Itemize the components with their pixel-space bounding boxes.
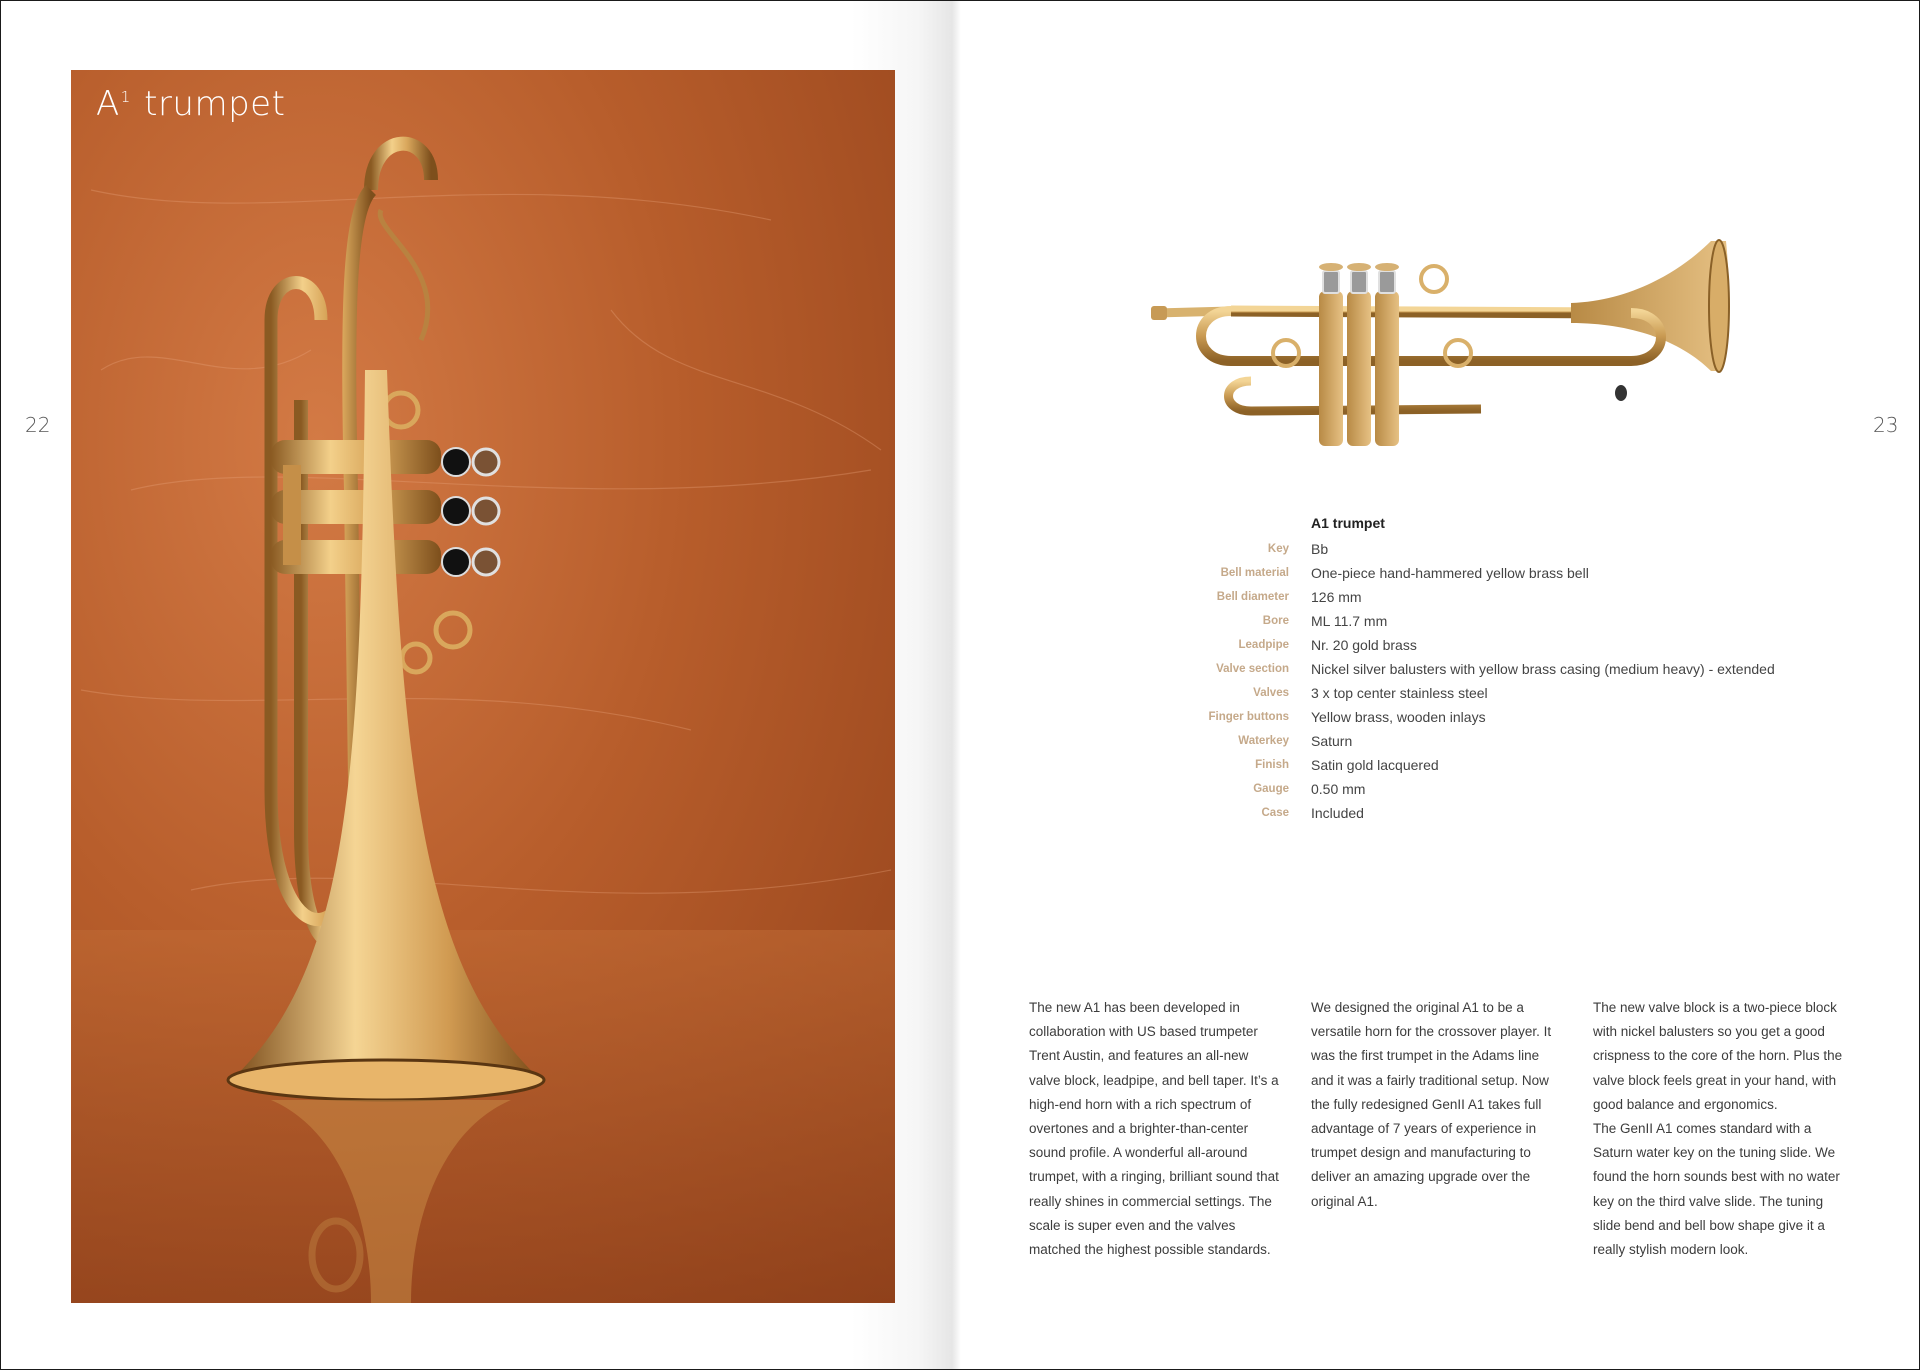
- spec-label: Key: [1267, 543, 1289, 555]
- spec-row-valves: [1181, 683, 1881, 707]
- upright-trumpet-illustration: [71, 70, 895, 1303]
- spec-value: Satin gold lacquered: [1311, 757, 1439, 773]
- spec-label: Case: [1261, 807, 1289, 819]
- page-number-left: 22: [25, 413, 51, 437]
- spec-label: Finger buttons: [1208, 711, 1289, 723]
- spec-label: Valve section: [1216, 663, 1289, 675]
- body-paragraph: The GenII A1 comes standard with a Saturn water key on the tuning slide. We found the horn sounds best with no water key on the third valve slide. The tuning slide bend and bell bow shape give it a really stylish modern look.: [1593, 1121, 1840, 1258]
- spec-value: Included: [1311, 805, 1364, 821]
- spec-value: Bb: [1311, 541, 1329, 557]
- spec-row-key: [1181, 539, 1881, 563]
- spec-value: Yellow brass, wooden inlays: [1311, 709, 1486, 725]
- spec-row-waterkey: [1181, 731, 1881, 755]
- spec-label: Bell material: [1220, 567, 1289, 579]
- spec-label: Waterkey: [1238, 735, 1289, 747]
- body-column-2: [1311, 996, 1563, 1214]
- body-paragraph: The new A1 has been developed in collaboration with US based trumpeter Trent Austin, and features an all-new valve block, leadpipe, and bell taper. It’s a high-end horn with a rich spectrum of overtones and a brighter-than-center sound profile. A wonderful all-around trumpet, with a ringing, brilliant sound that really shines in commercial settings. The scale is super even and the valves matched the highest possible standards.: [1029, 1000, 1279, 1258]
- spec-title: A1 trumpet: [1311, 515, 1385, 531]
- spec-row-leadpipe: [1181, 635, 1881, 659]
- spec-label: Gauge: [1253, 783, 1289, 795]
- spec-row-finish: [1181, 755, 1881, 779]
- body-column-3: [1593, 996, 1851, 1262]
- body-paragraph: The new valve block is a two-piece block with nickel balusters so you get a good crispness to the core of the horn. Plus the valve block feels great in your hand, with good balance and ergonomics.: [1593, 1000, 1843, 1112]
- spec-row-bore: [1181, 611, 1881, 635]
- spec-label: Bore: [1262, 615, 1289, 627]
- spec-row-bell-diameter: [1181, 587, 1881, 611]
- body-column-1: [1029, 996, 1281, 1262]
- spec-value: ML 11.7 mm: [1311, 613, 1388, 629]
- spec-value: Nr. 20 gold brass: [1311, 637, 1417, 653]
- spec-value: One-piece hand-hammered yellow brass bell: [1311, 565, 1589, 581]
- spec-label: Bell diameter: [1216, 591, 1289, 603]
- spec-row-bell-material: [1181, 563, 1881, 587]
- trumpet-side-view: [1151, 231, 1741, 461]
- spec-value: 0.50 mm: [1311, 781, 1366, 797]
- spec-row-valve-section: [1181, 659, 1881, 683]
- spec-label: Leadpipe: [1238, 639, 1289, 651]
- spec-row-case: [1181, 803, 1881, 827]
- spec-label: Finish: [1255, 759, 1289, 771]
- spec-row-finger-buttons: [1181, 707, 1881, 731]
- spec-value: 3 x top center stainless steel: [1311, 685, 1488, 701]
- body-paragraph: We designed the original A1 to be a versatile horn for the crossover player. It was the first trumpet in the Adams line and it was a fairly traditional setup. Now the fully redesigned GenII A1 takes full advantage of 7 years of experience in trumpet design and manufacturing to deliver an amazing upgrade over the original A1.: [1311, 1000, 1552, 1209]
- spec-label: Valves: [1253, 687, 1289, 699]
- spec-value: 126 mm: [1311, 589, 1362, 605]
- trumpet-photo: [71, 70, 895, 1303]
- spec-value: Saturn: [1311, 733, 1353, 749]
- spec-row-gauge: [1181, 779, 1881, 803]
- photo-title: $A^1$ trumpet: [96, 84, 286, 124]
- spec-value: Nickel silver balusters with yellow brass casing (medium heavy) - extended: [1311, 661, 1775, 677]
- page-number-right: 23: [1873, 413, 1899, 437]
